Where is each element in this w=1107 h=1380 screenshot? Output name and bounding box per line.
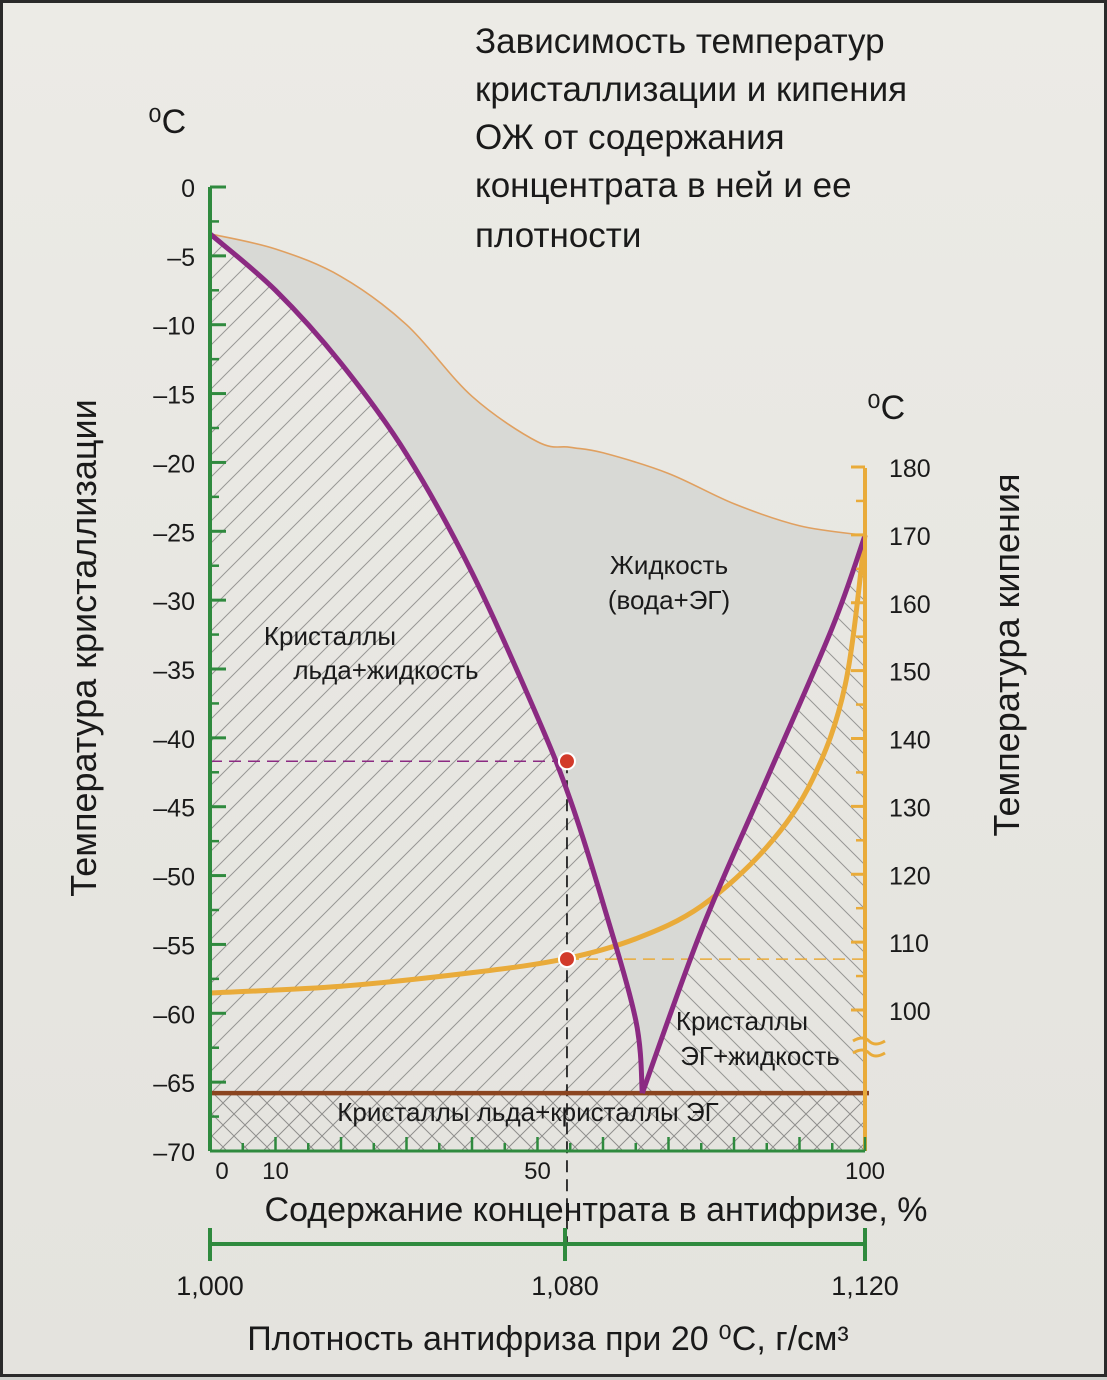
concentration-axis-tick-label: 50 (524, 1158, 551, 1185)
right-axis-tick-label: 100 (889, 998, 931, 1026)
left-axis-tick-label: –60 (153, 1001, 195, 1030)
density-tick-label-1000: 1,000 (176, 1271, 244, 1301)
left-axis-tick-label: –50 (153, 863, 195, 892)
chart-title-line-2: кристаллизации и кипения (475, 70, 908, 109)
concentration-axis-label: Содержание концентрата в антифризе, % (264, 1191, 928, 1229)
right-axis-tick-label: 180 (889, 455, 931, 483)
left-axis-tick-label: –65 (153, 1070, 195, 1099)
marked-point-crystallization (559, 753, 575, 769)
left-axis-tick-label: –10 (153, 312, 195, 341)
region-label-liquid-sub: (вода+ЭГ) (607, 585, 731, 615)
density-axis-label: Плотность антифриза при 20 ⁰С, г/см³ (247, 1320, 849, 1358)
left-axis-unit: ⁰C (148, 103, 187, 141)
region-label-ice: Кристаллы (263, 621, 397, 651)
chart-title-line-1: Зависимость температур (475, 22, 885, 61)
right-axis-tick-label: 110 (889, 930, 929, 959)
left-axis-tick-label: –45 (153, 794, 195, 823)
marked-point-boiling (559, 951, 575, 967)
region-label-eutectic: Кристаллы льда+кристаллы ЭГ (337, 1097, 719, 1127)
chart-title-line-4: концентрата в ней и ее (475, 166, 852, 205)
right-axis-tick-label: 130 (889, 794, 931, 823)
region-label-ice-sub: льда+жидкость (293, 655, 479, 685)
left-axis-label: Температура кристаллизации (63, 399, 104, 897)
left-axis-tick-label: –5 (167, 243, 195, 272)
chart-title-line-5: плотности (475, 216, 642, 255)
right-axis-tick-label: 140 (889, 726, 931, 755)
left-axis-tick-label: –25 (153, 519, 195, 548)
region-label-eg-sub: ЭГ+жидкость (680, 1041, 840, 1071)
left-axis-tick-label: 0 (181, 175, 195, 203)
concentration-axis-tick-label: 100 (844, 1158, 886, 1185)
left-axis-tick-label: –30 (153, 588, 195, 617)
left-axis-tick-label: –70 (153, 1139, 195, 1167)
density-tick-label-1120: 1,120 (831, 1271, 899, 1301)
left-axis-tick-label: –40 (153, 725, 195, 754)
right-axis-unit: ⁰C (867, 389, 906, 427)
region-label-liquid: Жидкость (609, 550, 729, 580)
chart-title-line-3: ОЖ от содержания (475, 118, 785, 157)
left-axis-tick-label: –55 (153, 932, 195, 961)
right-axis-tick-label: 150 (889, 658, 931, 687)
antifreeze-phase-chart (3, 3, 1107, 1380)
left-axis-tick-label: –15 (153, 381, 195, 410)
right-axis-label: Температура кипения (986, 473, 1027, 837)
concentration-axis-tick-label: 10 (262, 1158, 289, 1185)
right-axis-tick-label: 160 (889, 590, 931, 619)
density-tick-label-1080: 1,080 (531, 1271, 599, 1301)
left-axis-tick-label: –20 (153, 450, 195, 479)
right-axis-tick-label: 170 (889, 522, 931, 551)
region-label-eg: Кристаллы (675, 1006, 809, 1036)
right-axis-tick-label: 120 (889, 862, 931, 891)
concentration-axis-tick-label: 0 (215, 1158, 229, 1185)
left-axis-tick-label: –35 (153, 657, 195, 685)
